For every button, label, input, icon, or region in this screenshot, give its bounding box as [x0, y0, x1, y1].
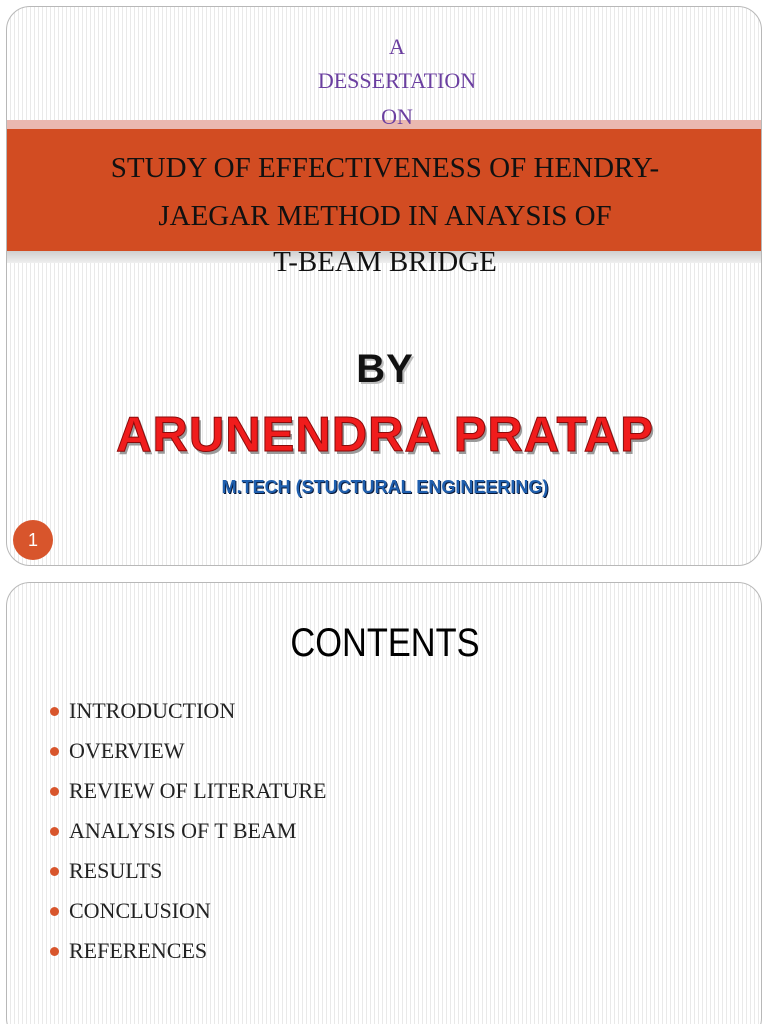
list-item-label: REFERENCES — [69, 938, 208, 963]
list-item — [47, 893, 647, 933]
list-item-label: REVIEW OF LITERATURE — [69, 778, 327, 803]
by-label: BY — [356, 347, 414, 391]
title-line-2: JAEGAR METHOD IN ANAYSIS OF — [158, 200, 612, 232]
list-item-label: INTRODUCTION — [69, 698, 236, 723]
list-item-label: ANALYSIS OF T BEAM — [69, 818, 297, 843]
author-name: ARUNENDRA PRATAP — [116, 408, 654, 462]
intro-on: ON — [381, 104, 413, 129]
degree-label: M.TECH (STUCTURAL ENGINEERING) — [221, 477, 549, 497]
list-item — [47, 693, 647, 733]
intro-a: A — [389, 34, 405, 59]
contents-slide — [6, 582, 762, 1024]
bullet-icon — [50, 827, 59, 836]
bullet-icon — [50, 707, 59, 716]
contents-list — [47, 693, 647, 973]
bullet-icon — [50, 867, 59, 876]
list-item — [47, 733, 647, 773]
bullet-icon — [50, 947, 59, 956]
bullet-icon — [50, 907, 59, 916]
list-item-label: RESULTS — [69, 858, 163, 883]
bullet-icon — [50, 747, 59, 756]
title-slide — [6, 6, 762, 566]
list-item-label: CONCLUSION — [69, 898, 211, 923]
bullet-icon — [50, 787, 59, 796]
list-item — [47, 773, 647, 813]
list-item-label: OVERVIEW — [69, 738, 185, 763]
list-item — [47, 853, 647, 893]
page-number-badge: 1 — [13, 520, 53, 560]
title-line-3: T-BEAM BRIDGE — [273, 246, 497, 278]
list-item — [47, 933, 647, 973]
contents-title: CONTENTS — [290, 621, 480, 665]
title-line-1: STUDY OF EFFECTIVENESS OF HENDRY- — [110, 152, 660, 184]
list-item — [47, 813, 647, 853]
intro-dissertation: DESSERTATION — [317, 68, 477, 93]
